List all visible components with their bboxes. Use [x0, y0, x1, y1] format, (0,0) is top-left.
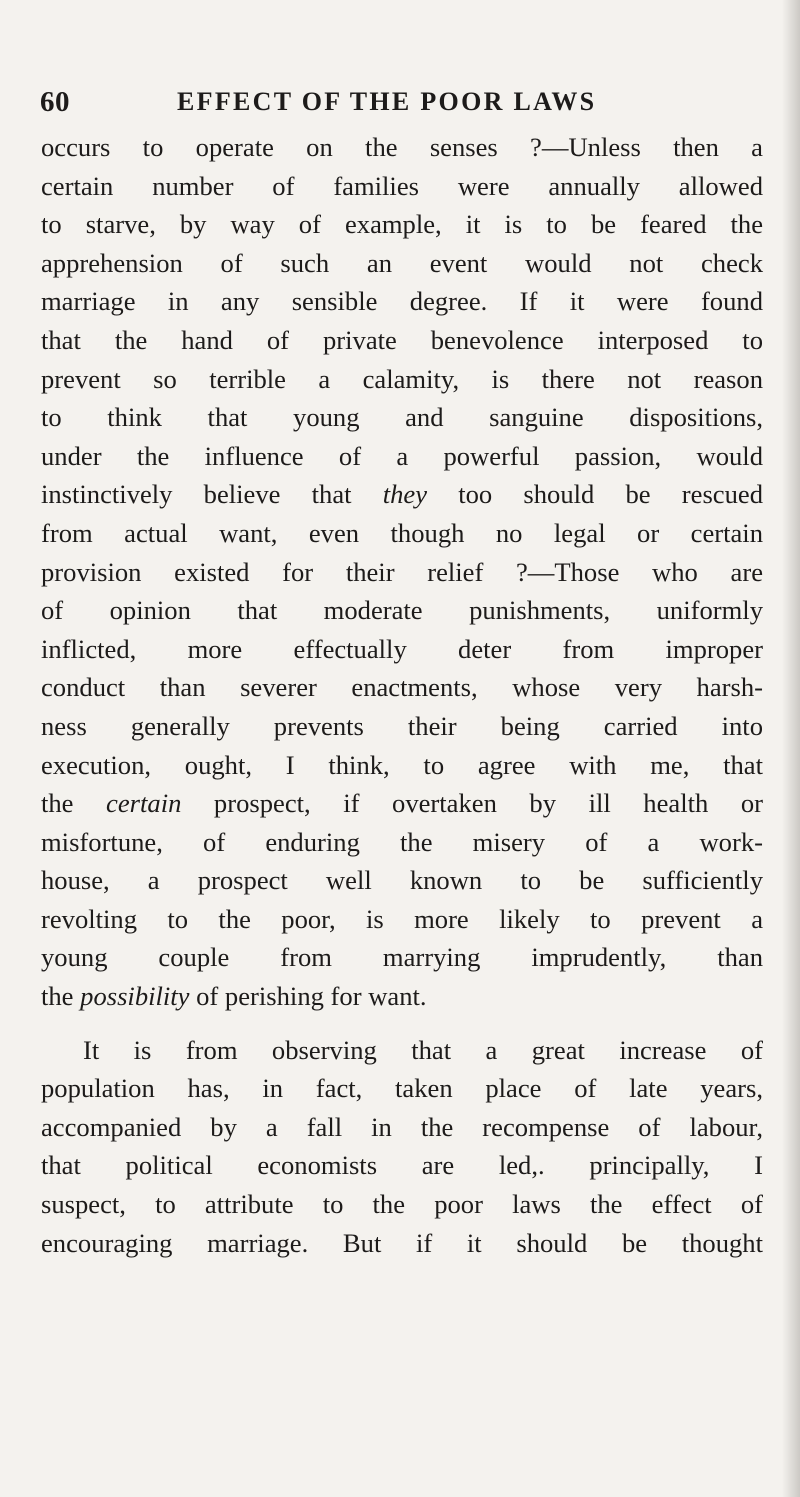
text-line: encouraging marriage. But if it should be thought: [41, 1227, 763, 1258]
line-text: too should be rescued: [427, 479, 763, 510]
text-line: suspect, to attribute to the poor laws the effect of: [41, 1189, 763, 1220]
running-head: EFFECT OF THE POOR LAWS: [177, 87, 597, 116]
line-text: prospect, if overtaken by ill health or: [181, 788, 763, 819]
text-line: occurs to operate on the senses ?—Unless then a: [41, 132, 763, 162]
text-line: [41, 475, 763, 514]
text-line: inflicted, more effectually deter from improper: [41, 633, 763, 664]
emphasis: possibility: [80, 981, 190, 1012]
text-line: from actual want, even though no legal or certain: [41, 517, 763, 548]
text-line: certain number of families were annually allowed: [41, 170, 763, 201]
line-text: the: [41, 981, 81, 1012]
text-line: under the influence of a powerful passion, would: [41, 440, 763, 471]
line-text: the: [41, 788, 107, 819]
paragraph-gap: [41, 1016, 763, 1031]
text-line: that political economists are led,. principally, I: [41, 1150, 763, 1181]
text-line: provision existed for their relief ?—Those who are: [41, 556, 763, 587]
paragraph: [41, 1031, 763, 1263]
text-line: to starve, by way of example, it is to be feared the: [41, 209, 763, 240]
text-line: apprehension of such an event would not check: [41, 247, 763, 278]
text-line: young couple from marrying imprudently, than: [41, 942, 763, 973]
text-line: to think that young and sanguine dispositions,: [41, 402, 763, 433]
emphasis: they: [382, 479, 428, 510]
page-header: [40, 82, 760, 122]
text-line: ness generally prevents their being carried into: [41, 710, 763, 741]
text-line: [41, 784, 763, 823]
text-line: population has, in fact, taken place of late years,: [41, 1073, 763, 1104]
text-line: conduct than severer enactments, whose very harsh-: [41, 672, 763, 703]
text-line: that the hand of private benevolence interposed to: [41, 324, 763, 355]
text-line: of opinion that moderate punishments, uniformly: [41, 595, 763, 626]
body-text: [41, 128, 763, 1262]
text-line: execution, ought, I think, to agree with me, that: [41, 749, 763, 780]
text-line: revolting to the poor, is more likely to prevent a: [41, 903, 763, 934]
emphasis: certain: [106, 788, 182, 819]
paragraph: [41, 128, 763, 1016]
page-edge-shadow: [782, 0, 800, 1497]
line-text: of perishing for want.: [189, 981, 427, 1012]
text-line: accompanied by a fall in the recompense of labour,: [41, 1111, 763, 1142]
text-line: It is from observing that a great increase of: [83, 1034, 763, 1065]
line-text: instinctively believe that: [41, 479, 383, 510]
text-line: marriage in any sensible degree. If it were found: [41, 286, 763, 317]
text-line: [41, 977, 763, 1016]
page-number: 60: [40, 86, 70, 118]
text-line: prevent so terrible a calamity, is there not reason: [41, 363, 763, 394]
text-line: house, a prospect well known to be sufficiently: [41, 865, 763, 896]
text-line: misfortune, of enduring the misery of a work-: [41, 826, 763, 857]
